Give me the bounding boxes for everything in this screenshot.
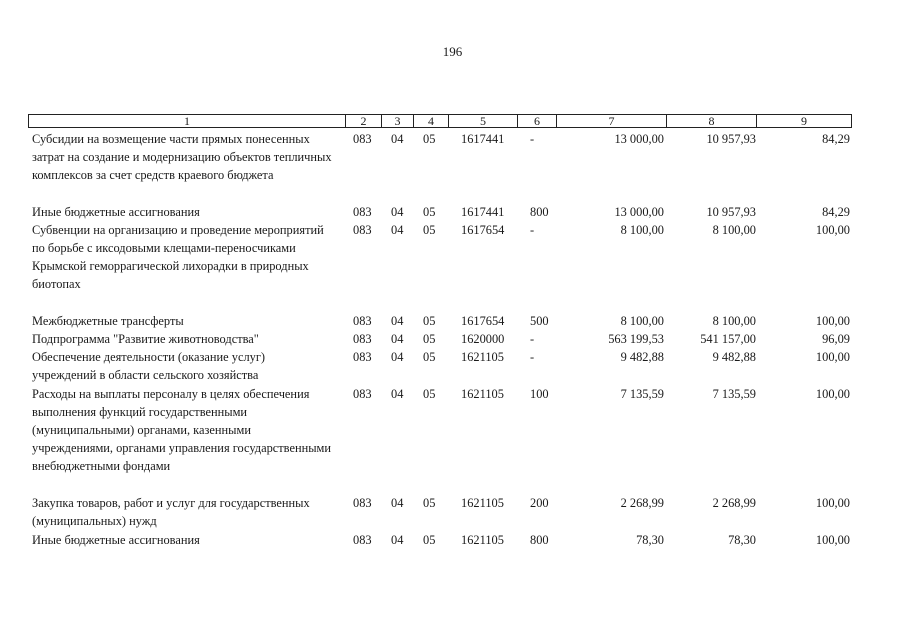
cell-executed: 541 157,00 (700, 332, 756, 346)
cell-target-code: 1620000 (461, 332, 505, 346)
cell-subsection: 05 (423, 223, 436, 237)
header-cell: 4 (413, 114, 449, 128)
row-name: Иные бюджетные ассигнования (32, 533, 200, 547)
header-cell: 3 (381, 114, 414, 128)
header-cell: 5 (448, 114, 518, 128)
cell-ministry-code: 083 (353, 533, 372, 547)
cell-subsection: 05 (423, 132, 436, 146)
cell-percent: 96,09 (822, 332, 850, 346)
cell-expense-type: - (530, 223, 535, 237)
cell-expense-type: - (530, 332, 535, 346)
cell-section: 04 (391, 314, 404, 328)
header-cell: 7 (556, 114, 667, 128)
cell-subsection: 05 (423, 387, 436, 401)
cell-expense-type: 800 (530, 205, 549, 219)
row-name: Иные бюджетные ассигнования (32, 205, 200, 219)
cell-expense-type: 100 (530, 387, 549, 401)
cell-subsection: 05 (423, 350, 436, 364)
cell-target-code: 1621105 (461, 496, 504, 510)
cell-planned: 78,30 (636, 533, 664, 547)
cell-section: 04 (391, 533, 404, 547)
cell-percent: 100,00 (815, 496, 850, 510)
cell-executed: 78,30 (728, 533, 756, 547)
cell-planned: 13 000,00 (614, 205, 664, 219)
cell-ministry-code: 083 (353, 223, 372, 237)
cell-percent: 100,00 (815, 314, 850, 328)
cell-section: 04 (391, 350, 404, 364)
cell-percent: 100,00 (815, 533, 850, 547)
cell-target-code: 1621105 (461, 533, 504, 547)
cell-expense-type: - (530, 132, 535, 146)
cell-percent: 100,00 (815, 223, 850, 237)
cell-ministry-code: 083 (353, 332, 372, 346)
cell-ministry-code: 083 (353, 387, 372, 401)
page-number: 196 (442, 44, 463, 59)
cell-target-code: 1617441 (461, 132, 505, 146)
cell-ministry-code: 083 (353, 205, 372, 219)
cell-executed: 2 268,99 (712, 496, 756, 510)
cell-expense-type: 200 (530, 496, 549, 510)
header-cell: 8 (666, 114, 757, 128)
cell-target-code: 1617654 (461, 314, 505, 328)
cell-subsection: 05 (423, 332, 436, 346)
cell-subsection: 05 (423, 496, 436, 510)
row-name: Межбюджетные трансферты (32, 314, 184, 328)
cell-target-code: 1621105 (461, 350, 504, 364)
cell-section: 04 (391, 132, 404, 146)
cell-ministry-code: 083 (353, 496, 372, 510)
cell-percent: 84,29 (822, 132, 850, 146)
cell-planned: 13 000,00 (614, 132, 664, 146)
cell-ministry-code: 083 (353, 350, 372, 364)
cell-planned: 8 100,00 (620, 223, 664, 237)
cell-section: 04 (391, 496, 404, 510)
cell-executed: 10 957,93 (706, 205, 756, 219)
cell-expense-type: 500 (530, 314, 549, 328)
header-cell: 2 (345, 114, 382, 128)
cell-target-code: 1617654 (461, 223, 505, 237)
row-name: Расходы на выплаты персоналу в целях обеспечения выполнения функций государственными (муниципальными) органами, казенными учреждениями, органами управления государственными внебюджетными фондами (32, 387, 332, 473)
cell-expense-type: - (530, 350, 535, 364)
cell-planned: 7 135,59 (620, 387, 664, 401)
header-cell: 9 (756, 114, 852, 128)
cell-subsection: 05 (423, 205, 436, 219)
cell-section: 04 (391, 223, 404, 237)
cell-planned: 2 268,99 (620, 496, 664, 510)
cell-section: 04 (391, 332, 404, 346)
row-name: Субсидии на возмещение части прямых понесенных затрат на создание и модернизацию объектов тепличных комплексов за счет средств краевого бюджета (32, 132, 332, 182)
cell-planned: 8 100,00 (620, 314, 664, 328)
cell-executed: 9 482,88 (712, 350, 756, 364)
header-cell: 1 (28, 114, 346, 128)
cell-percent: 84,29 (822, 205, 850, 219)
cell-executed: 7 135,59 (712, 387, 756, 401)
cell-section: 04 (391, 387, 404, 401)
row-name: Обеспечение деятельности (оказание услуг) учреждений в области сельского хозяйства (32, 350, 266, 382)
cell-executed: 8 100,00 (712, 223, 756, 237)
row-name: Закупка товаров, работ и услуг для государственных (муниципальных) нужд (32, 496, 310, 528)
cell-planned: 9 482,88 (620, 350, 664, 364)
cell-expense-type: 800 (530, 533, 549, 547)
cell-subsection: 05 (423, 533, 436, 547)
header-cell: 6 (517, 114, 557, 128)
cell-ministry-code: 083 (353, 132, 372, 146)
cell-section: 04 (391, 205, 404, 219)
row-name: Субвенции на организацию и проведение мероприятий по борьбе с иксодовыми клещами-переносчиками Крымской геморрагической лихорадки в природных биотопах (32, 223, 324, 291)
cell-planned: 563 199,53 (608, 332, 664, 346)
cell-target-code: 1617441 (461, 205, 505, 219)
cell-target-code: 1621105 (461, 387, 504, 401)
cell-executed: 8 100,00 (712, 314, 756, 328)
cell-percent: 100,00 (815, 387, 850, 401)
cell-subsection: 05 (423, 314, 436, 328)
cell-percent: 100,00 (815, 350, 850, 364)
cell-ministry-code: 083 (353, 314, 372, 328)
cell-executed: 10 957,93 (706, 132, 756, 146)
row-name: Подпрограмма "Развитие животноводства" (32, 332, 259, 346)
